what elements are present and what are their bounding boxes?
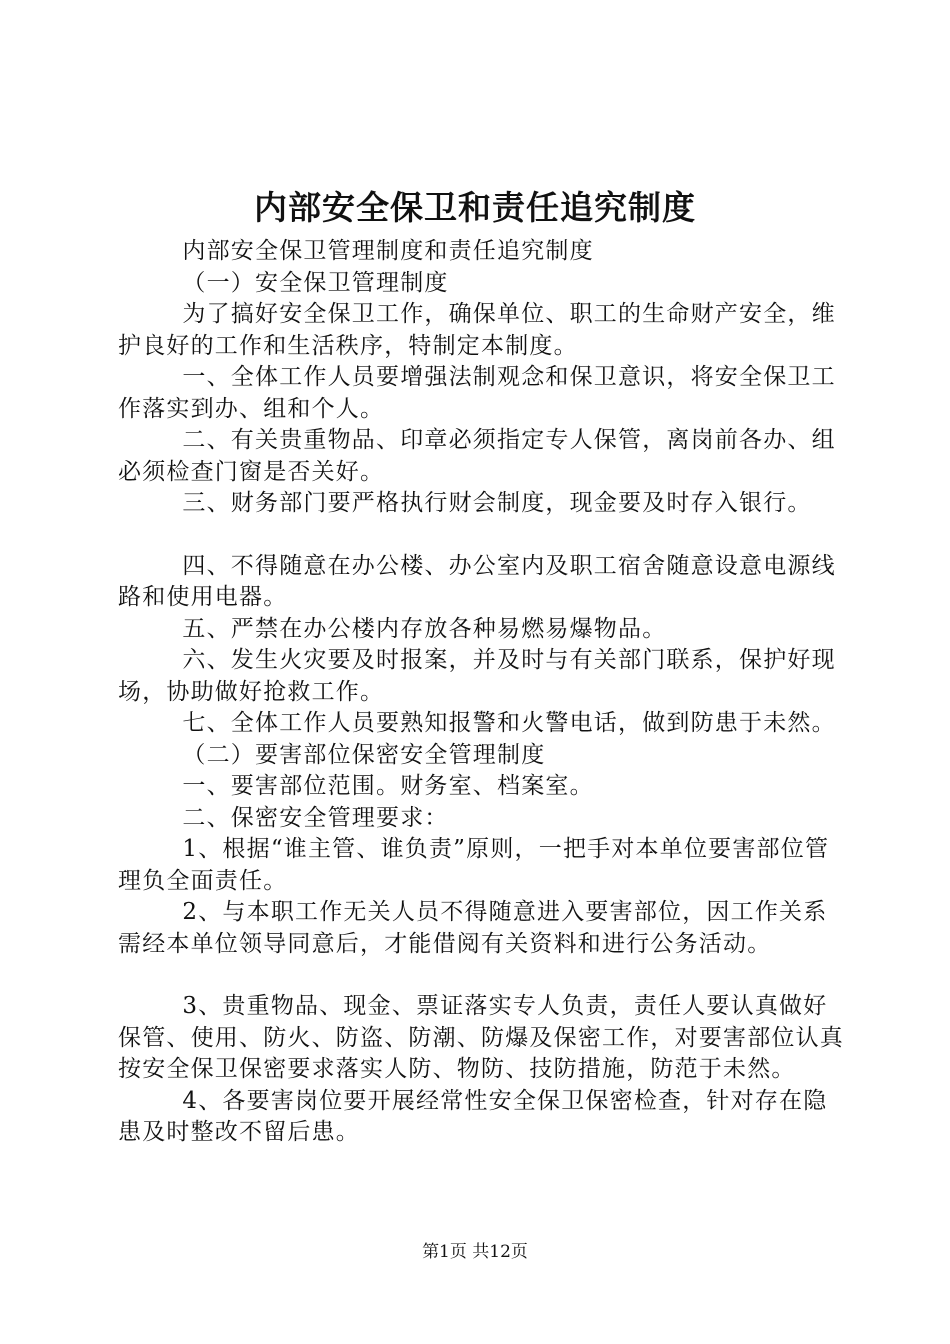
paragraph: 一、要害部位范围。财务室、档案室。 <box>182 773 594 799</box>
paragraph: 四、不得随意在办公楼、办公室内及职工宿舍随意设意电源线路和使用电器。 <box>118 552 836 610</box>
paragraph: 七、全体工作人员要熟知报警和火警电话，做到防患于未然。 <box>182 710 836 736</box>
page-footer: 第1页 共12页 <box>422 1242 528 1262</box>
paragraph-heading: 内部安全保卫管理制度和责任追究制度 <box>182 238 594 264</box>
paragraph: 1、根据“谁主管、谁负责”原则，一把手对本单位要害部位管理负全面责任。 <box>118 836 830 894</box>
paragraph: 三、财务部门要严格执行财会制度，现金要及时存入银行。 <box>182 490 812 516</box>
paragraph: 五、严禁在办公楼内存放各种易燃易爆物品。 <box>182 615 667 642</box>
paragraph: 4、各要害岗位要开展经常性安全保卫保密检查，针对存在隐患及时整改不留后患。 <box>118 1087 828 1145</box>
paragraph: 3、贵重物品、现金、票证落实专人负责，责任人要认真做好保管、使用、防火、防盗、防潮、防爆及保密工作，对要害部位认真按安全保卫保密要求落实人防、物防、技防措施，防范于未然。 <box>118 993 844 1082</box>
section-heading-1: （一）安全保卫管理制度 <box>182 269 449 296</box>
paragraph: 六、发生火灾要及时报案，并及时与有关部门联系，保护好现场，协助做好抢救工作。 <box>118 647 836 705</box>
paragraph: 一、全体工作人员要增强法制观念和保卫意识，将安全保卫工作落实到办、组和个人。 <box>118 364 836 422</box>
section-heading-2: （二）要害部位保密安全管理制度 <box>182 741 546 768</box>
document-body <box>118 236 850 1149</box>
paragraph: 二、保密安全管理要求： <box>182 804 449 831</box>
paragraph: 二、有关贵重物品、印章必须指定专人保管，离岗前各办、组必须检查门窗是否关好。 <box>118 427 836 485</box>
document-title: 内部安全保卫和责任追究制度 <box>254 188 696 227</box>
paragraph: 2、与本职工作无关人员不得随意进入要害部位，因工作关系需经本单位领导同意后，才能借阅有关资料和进行公务活动。 <box>118 899 828 957</box>
paragraph: 为了搞好安全保卫工作，确保单位、职工的生命财产安全，维护良好的工作和生活秩序，特制定本制度。 <box>118 301 836 359</box>
